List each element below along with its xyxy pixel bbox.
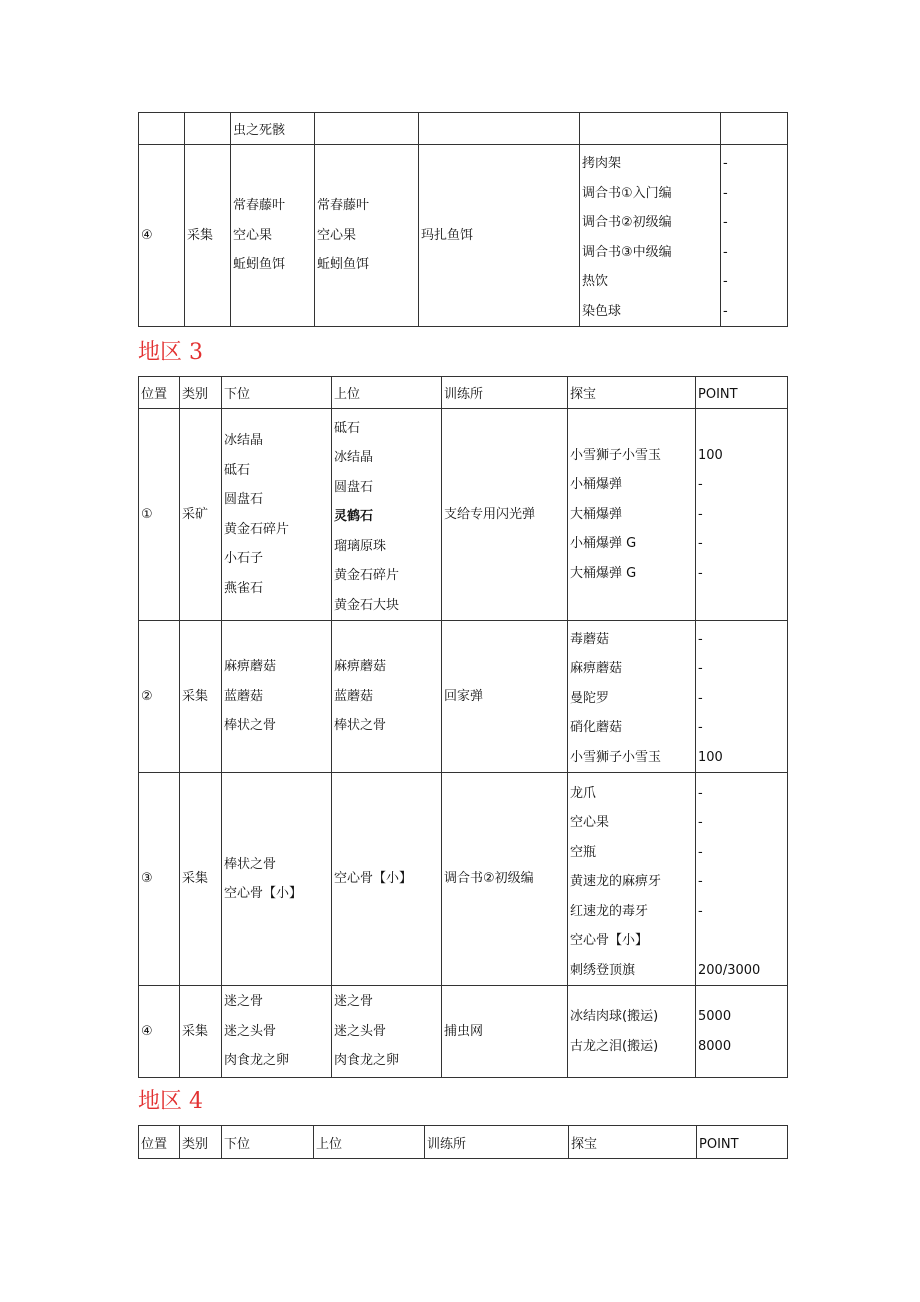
list-item: 200/3000 xyxy=(698,962,761,978)
column-header: 上位 xyxy=(314,1126,425,1159)
list-item: - xyxy=(698,815,703,830)
position-cell: ① xyxy=(139,409,180,621)
list-item: 迷之头骨 xyxy=(334,1023,387,1039)
list-item: - xyxy=(698,903,703,919)
list-item: - xyxy=(698,536,703,552)
point-cell xyxy=(721,145,788,327)
list-item: 蚯蚓鱼饵 xyxy=(233,257,286,273)
list-item: 麻痹蘑菇 xyxy=(224,659,277,675)
list-item: - xyxy=(723,244,728,260)
list-item: 8000 xyxy=(698,1038,732,1054)
list-item: 调合书③中级编 xyxy=(582,244,672,260)
list-item: 迷之头骨 xyxy=(224,1023,277,1039)
list-item: - xyxy=(698,477,703,493)
training-cell: 调合书②初级编 xyxy=(442,773,568,986)
table-row xyxy=(139,113,788,145)
treasure-cell xyxy=(568,773,696,986)
list-item: - xyxy=(698,565,703,581)
high-rank-cell xyxy=(332,621,442,773)
list-item: - xyxy=(698,631,703,647)
table-cell xyxy=(315,113,419,145)
treasure-cell xyxy=(568,621,696,773)
list-item: 空心骨【小】 xyxy=(224,886,303,901)
region4-heading: 地区 4 xyxy=(138,1089,203,1114)
list-item: - xyxy=(698,661,703,676)
table-header-row xyxy=(139,1126,788,1159)
column-header: 训练所 xyxy=(442,377,568,409)
list-item xyxy=(698,926,787,956)
high-rank-cell xyxy=(332,773,442,986)
region4-table xyxy=(138,1125,788,1159)
list-item: 灵鹤石 xyxy=(334,509,374,524)
list-item: 小桶爆弹 xyxy=(570,477,623,493)
list-item: 100 xyxy=(698,749,723,765)
column-header: 类别 xyxy=(180,1126,222,1159)
list-item: 调合书②初级编 xyxy=(582,215,672,230)
list-item: - xyxy=(723,156,728,171)
list-item: 红速龙的毒牙 xyxy=(570,903,649,919)
low-rank-cell xyxy=(222,409,332,621)
position-cell: ③ xyxy=(139,773,180,986)
list-item: 曼陀罗 xyxy=(570,690,610,706)
list-item: 毒蘑菇 xyxy=(570,631,610,647)
list-item: 小雪狮子小雪玉 xyxy=(570,447,662,463)
list-item: 空心果 xyxy=(570,815,610,830)
list-item: 热饮 xyxy=(582,274,609,289)
list-item: 小石子 xyxy=(224,551,264,566)
list-item: 瑠璃原珠 xyxy=(334,538,387,554)
table-header-row xyxy=(139,377,788,409)
list-item: 100 xyxy=(698,447,723,463)
column-header: 上位 xyxy=(332,377,442,409)
region3-table xyxy=(138,376,788,1078)
training-cell: 支给专用闪光弹 xyxy=(442,409,568,621)
column-header: POINT xyxy=(696,377,788,409)
treasure-cell xyxy=(568,986,696,1078)
list-item: - xyxy=(698,690,703,706)
high-rank-cell xyxy=(332,409,442,621)
list-item: 常春藤叶 xyxy=(233,198,286,214)
list-item: 拷肉架 xyxy=(582,156,622,171)
region2-table-continued xyxy=(138,112,788,327)
low-rank-cell xyxy=(222,773,332,986)
position-cell: ④ xyxy=(139,986,180,1078)
low-rank-cell xyxy=(222,621,332,773)
table-cell xyxy=(185,113,231,145)
list-item: 冰结晶 xyxy=(224,433,264,448)
list-item: 迷之骨 xyxy=(224,994,264,1010)
list-item: - xyxy=(698,506,703,522)
list-item: 蓝蘑菇 xyxy=(224,688,264,704)
table-cell xyxy=(721,113,788,145)
list-item: - xyxy=(723,274,728,289)
list-item: 空心骨【小】 xyxy=(334,871,413,887)
list-item: 大桶爆弹 G xyxy=(570,565,637,581)
list-item: 冰结肉球(搬运) xyxy=(570,1009,659,1024)
list-item: - xyxy=(698,874,703,889)
list-item: 迷之骨 xyxy=(334,994,374,1010)
point-cell xyxy=(696,621,788,773)
training-cell: 回家弹 xyxy=(442,621,568,773)
list-item: 5000 xyxy=(698,1009,732,1024)
point-cell xyxy=(696,409,788,621)
list-item: 蓝蘑菇 xyxy=(334,688,374,704)
column-header: 位置 xyxy=(139,377,180,409)
list-item: - xyxy=(698,785,703,801)
low-rank-cell xyxy=(222,986,332,1078)
list-item: 黄金石碎片 xyxy=(224,521,290,537)
list-item: 肉食龙之卵 xyxy=(224,1053,290,1069)
category-cell: 采集 xyxy=(185,145,231,327)
list-item: - xyxy=(698,720,703,735)
column-header: 下位 xyxy=(222,377,332,409)
list-item: 黄金石碎片 xyxy=(334,568,400,583)
list-item: 棒状之骨 xyxy=(224,718,277,734)
list-item: 砥石 xyxy=(334,420,361,436)
high-rank-cell xyxy=(315,145,419,327)
list-item: 常春藤叶 xyxy=(317,198,370,214)
table-cell xyxy=(419,113,580,145)
position-cell: ② xyxy=(139,621,180,773)
list-item: 冰结晶 xyxy=(334,450,374,465)
list-item: 棒状之骨 xyxy=(334,718,387,734)
list-item: 空瓶 xyxy=(570,844,597,860)
list-item: 空心果 xyxy=(233,227,273,243)
list-item: 硝化蘑菇 xyxy=(570,720,623,735)
table-row xyxy=(139,773,788,986)
column-header: 探宝 xyxy=(568,377,696,409)
column-header: 探宝 xyxy=(569,1126,697,1159)
list-item: 棒状之骨 xyxy=(224,856,277,872)
table-row xyxy=(139,621,788,773)
list-item: - xyxy=(723,303,728,319)
category-cell: 采集 xyxy=(180,986,222,1078)
table-cell xyxy=(231,113,315,145)
list-item: 燕雀石 xyxy=(224,580,264,596)
list-item: 空心骨【小】 xyxy=(570,933,649,948)
position-cell: ④ xyxy=(139,145,185,327)
list-item: 小雪狮子小雪玉 xyxy=(570,749,662,765)
column-header: 类别 xyxy=(180,377,222,409)
category-cell: 采集 xyxy=(180,773,222,986)
list-item: - xyxy=(698,844,703,860)
cell-text: 虫之死骸 xyxy=(233,123,286,138)
list-item: 蚯蚓鱼饵 xyxy=(317,257,370,273)
list-item: - xyxy=(723,215,728,230)
list-item: 调合书①入门编 xyxy=(582,185,672,201)
column-header: 下位 xyxy=(222,1126,314,1159)
region3-heading: 地区 3 xyxy=(138,340,203,365)
list-item: 麻痹蘑菇 xyxy=(570,661,623,676)
category-cell: 采矿 xyxy=(180,409,222,621)
point-cell xyxy=(696,986,788,1078)
list-item: 肉食龙之卵 xyxy=(334,1053,400,1069)
table-row xyxy=(139,409,788,621)
high-rank-cell xyxy=(332,986,442,1078)
column-header: 位置 xyxy=(139,1126,180,1159)
list-item: 古龙之泪(搬运) xyxy=(570,1038,659,1054)
category-cell: 采集 xyxy=(180,621,222,773)
column-header: POINT xyxy=(697,1126,788,1159)
list-item: 小桶爆弹 G xyxy=(570,536,637,552)
list-item: 空心果 xyxy=(317,227,357,243)
training-cell: 捕虫网 xyxy=(442,986,568,1078)
list-item: 刺绣登顶旗 xyxy=(570,962,636,978)
list-item: 黄速龙的麻痹牙 xyxy=(570,874,662,889)
list-item: 大桶爆弹 xyxy=(570,506,623,522)
table-row xyxy=(139,986,788,1078)
list-item: 染色球 xyxy=(582,303,622,319)
list-item: 砥石 xyxy=(224,462,251,478)
list-item: 圆盘石 xyxy=(224,492,264,507)
list-item: - xyxy=(723,185,728,201)
training-cell: 玛扎鱼饵 xyxy=(419,145,580,327)
column-header: 训练所 xyxy=(425,1126,569,1159)
table-cell xyxy=(580,113,721,145)
list-item: 龙爪 xyxy=(570,785,597,801)
list-item: 黄金石大块 xyxy=(334,597,400,613)
treasure-cell xyxy=(580,145,721,327)
table-row xyxy=(139,145,788,327)
low-rank-cell xyxy=(231,145,315,327)
treasure-cell xyxy=(568,409,696,621)
list-item: 圆盘石 xyxy=(334,479,374,495)
table-cell xyxy=(139,113,185,145)
point-cell xyxy=(696,773,788,986)
list-item: 麻痹蘑菇 xyxy=(334,659,387,675)
